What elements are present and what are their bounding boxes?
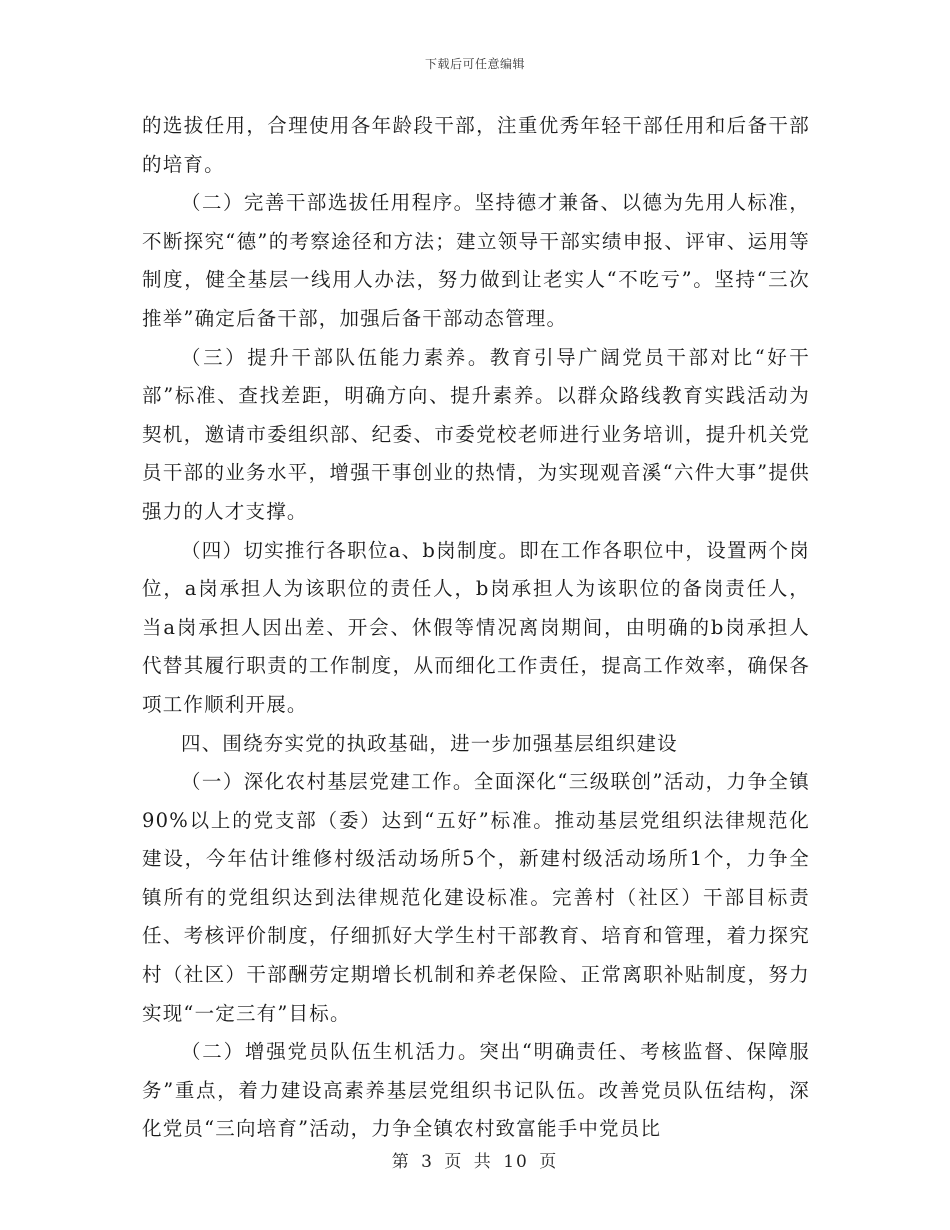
paragraph-cadre-capability: （三）提升干部队伍能力素养。教育引导广阔党员干部对比“好干部”标准、查找差距，明确方向、提升素养。以群众路线教育实践活动为契机，邀请市委组织部、纪委、市委党校老师进行业务培训，提升机关党员干部的业务水平，增强干事创业的热情，为实现观音溪“六件大事”提供强力的人才支撑。	[142, 345, 810, 523]
paragraph-rural-party-building: （一）深化农村基层党建工作。全面深化“三级联创”活动，力争全镇90%以上的党支部（委）达到“五好”标准。推动基层党组织法律规范化建设，今年估计维修村级活动场所5个，新建村级活动场所1个，力争全镇所有的党组织达到法律规范化建设标准。完善村（社区）干部目标责任、考核评价制度，仔细抓好大学生村干部教育、培育和管理，着力探究村（社区）干部酬劳定期增长机制和养老保险、正常离职补贴制度，努力实现“一定三有”目标。	[142, 770, 810, 1025]
section-heading-four: 四、围绕夯实党的执政基础，进一步加强基层组织建设	[181, 731, 678, 755]
document-body	[142, 107, 810, 1149]
paragraph-party-member-vitality: （二）增强党员队伍生机活力。突出“明确责任、考核监督、保障服务”重点，着力建设高素养基层党组织书记队伍。改善党员队伍结构，深化党员“三向培育”活动，力争全镇农村致富能手中党员比	[142, 1040, 810, 1141]
paragraph-cadre-selection-procedure: （二）完善干部选拔任用程序。坚持德才兼备、以德为先用人标准，不断探究“德”的考察途径和方法；建立领导干部实绩申报、评审、运用等制度，健全基层一线用人办法，努力做到让老实人“不吃亏”。坚持“三次推举”确定后备干部，加强后备干部动态管理。	[142, 191, 810, 330]
paragraph-continuation: 的选拔任用，合理使用各年龄段干部，注重优秀年轻干部任用和后备干部的培育。	[142, 114, 810, 176]
header-note: 下载后可任意编辑	[424, 57, 525, 71]
paragraph-ab-post-system: （四）切实推行各职位a、b岗制度。即在工作各职位中，设置两个岗位，a岗承担人为该职位的责任人，b岗承担人为该职位的备岗责任人，当a岗承担人因出差、开会、休假等情况离岗期间，由明确的b岗承担人代替其履行职责的工作制度，从而细化工作责任，提高工作效率，确保各项工作顺利开展。	[142, 538, 810, 716]
page-number-footer: 第 3 页 共 10 页	[391, 1152, 559, 1172]
